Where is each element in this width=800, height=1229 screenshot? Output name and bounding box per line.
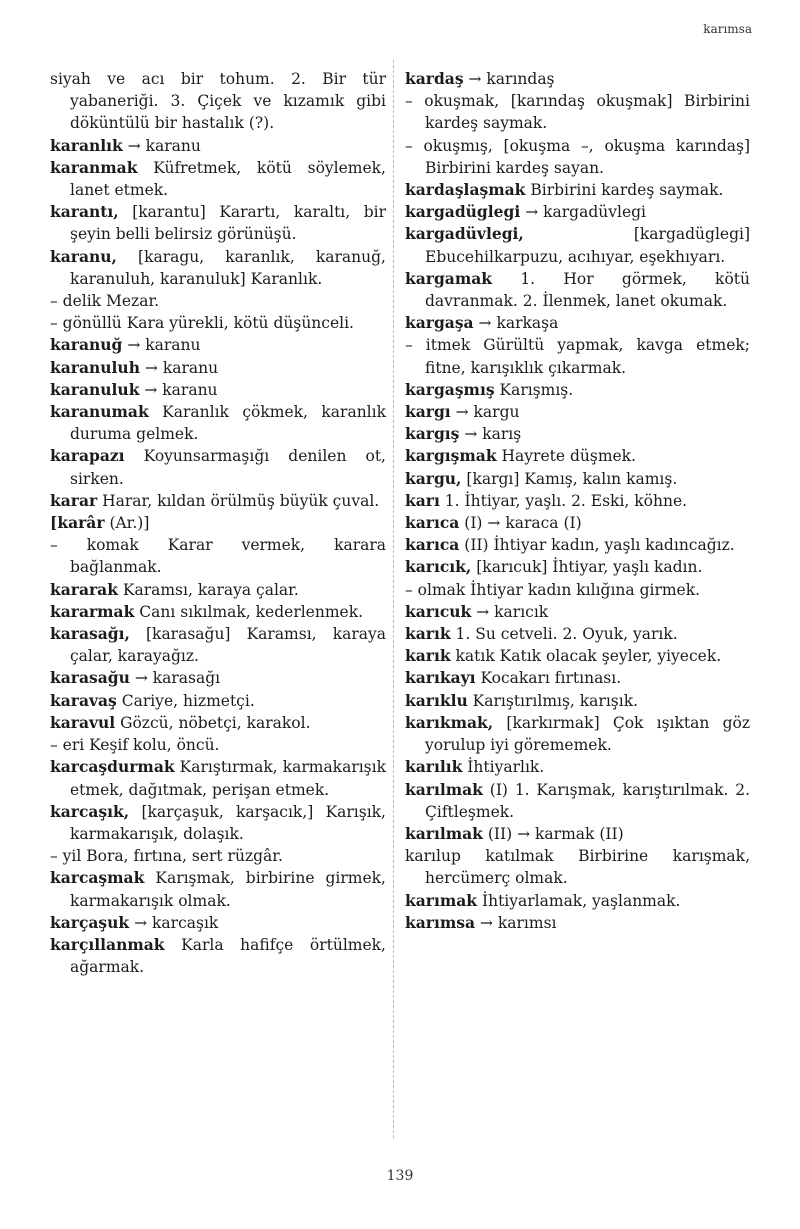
entry-definition: → kargu (455, 403, 520, 422)
entry-headword: kargaşa (405, 313, 474, 333)
entry-definition: [karıcuk] İhtiyar, yaşlı kadın. (476, 558, 703, 577)
dictionary-entry (50, 68, 386, 135)
dictionary-entry (50, 312, 386, 334)
entry-headword: karcaşdurmak (50, 757, 175, 777)
entry-definition: Canı sıkılmak, kederlenmek. (139, 602, 364, 621)
entry-headword: karıcuk (405, 601, 472, 621)
entry-definition: → karanu (127, 336, 201, 355)
dictionary-entry (405, 401, 750, 423)
entry-definition: → karındaş (468, 70, 555, 88)
dictionary-entry (50, 135, 386, 157)
column-divider (393, 60, 394, 1138)
entry-headword: karılmak (405, 779, 483, 799)
entry-definition: karılup katılmak Birbirine karışmak, hercümerç olmak. (405, 847, 750, 888)
entry-definition: (II) İhtiyar kadın, yaşlı kadıncağız. (464, 536, 735, 555)
entry-headword: kargadüvlegi, (405, 224, 524, 244)
entry-definition: siyah ve acı bir tohum. 2. Bir tür yabaneriği. 3. Çiçek ve kızamık gibi döküntülü bir hastalık (?). (50, 70, 386, 133)
entry-definition: Karışmış. (499, 380, 574, 399)
entry-headword: karı (405, 490, 440, 510)
dictionary-entry (405, 468, 750, 490)
entry-definition: [karçaşuk, karşacık,] Karışık, karmakarışık, dolaşık. (70, 802, 386, 843)
entry-headword: karıca (405, 513, 460, 533)
entry-definition: → karcaşık (134, 913, 219, 932)
dictionary-entry (50, 756, 386, 800)
dictionary-entry (405, 312, 750, 334)
entry-definition: → kargadüvlegi (525, 203, 646, 222)
dictionary-entry (405, 268, 750, 312)
entry-headword: kargış (405, 424, 460, 444)
entry-headword: karcaşmak (50, 868, 145, 888)
entry-headword: karıcık, (405, 557, 472, 577)
entry-definition: – yil Bora, fırtına, sert rüzgâr. (50, 847, 283, 866)
dictionary-entry (50, 445, 386, 489)
dictionary-entry (405, 845, 750, 889)
entry-headword: karık (405, 624, 451, 644)
entry-definition: Karanlık çökmek, karanlık duruma gelmek. (70, 403, 386, 444)
entry-definition: – delik Mezar. (50, 292, 160, 311)
dictionary-entry (405, 601, 750, 623)
right-column (405, 68, 750, 934)
dictionary-entry (405, 379, 750, 401)
dictionary-entry (405, 623, 750, 645)
page-number: 139 (386, 1168, 414, 1184)
entry-definition: (I) 1. Karışmak, karıştırılmak. 2. Çiftleşmek. (425, 780, 751, 821)
entry-definition: [kargı] Kamış, kalın kamış. (466, 469, 678, 488)
dictionary-entry (50, 623, 386, 667)
dictionary-entry (50, 579, 386, 601)
entry-headword: karçıllanmak (50, 934, 165, 954)
entry-headword: kargadüglegi (405, 202, 521, 222)
entry-definition: (I) → karaca (I) (464, 514, 582, 533)
dictionary-entry (50, 512, 386, 534)
entry-definition: [karasağu] Karamsı, karaya çalar, karayağız. (70, 625, 386, 666)
entry-definition: Küfretmek, kötü söylemek, lanet etmek. (70, 158, 386, 200)
dictionary-entry (405, 179, 750, 201)
entry-headword: kargu, (405, 468, 462, 488)
entry-headword: karıkayı (405, 668, 476, 688)
entry-headword: karcaşık, (50, 801, 130, 821)
entry-definition: Harar, kıldan örülmüş büyük çuval. (102, 491, 380, 510)
entry-headword: kargaşmış (405, 379, 495, 399)
dictionary-entry (405, 890, 750, 912)
dictionary-entry (405, 556, 750, 578)
dictionary-entry (405, 823, 750, 845)
dictionary-entry (405, 645, 750, 667)
dictionary-entry (50, 867, 386, 911)
entry-definition: Karamsı, karaya çalar. (122, 580, 299, 599)
dictionary-entry (405, 779, 750, 823)
dictionary-entry (50, 845, 386, 867)
dictionary-entry (50, 379, 386, 401)
entry-headword: karıklu (405, 690, 468, 710)
dictionary-entry (50, 490, 386, 512)
entry-definition: İhtiyarlamak, yaşlanmak. (481, 891, 681, 910)
entry-definition: → karımsı (479, 913, 557, 932)
entry-definition: (Ar.)] (109, 514, 150, 533)
dictionary-entry (405, 690, 750, 712)
entry-headword: kargışmak (405, 446, 497, 466)
dictionary-entry (405, 512, 750, 534)
entry-headword: karanu, (50, 246, 117, 266)
entry-headword: kararmak (50, 601, 135, 621)
entry-definition: → karanu (127, 136, 201, 155)
entry-definition: – okuşmak, [karındaş okuşmak] Birbirini kardeş saymak. (405, 92, 750, 133)
entry-headword: karık (405, 646, 451, 666)
entry-headword: karılmak (405, 823, 483, 843)
dictionary-entry (405, 223, 750, 267)
entry-headword: karanuluh (50, 357, 140, 377)
entry-headword: karılık (405, 757, 463, 777)
entry-definition: Koyunsarmaşığı denilen ot, sirken. (70, 447, 386, 488)
dictionary-entry (405, 334, 750, 378)
entry-headword: karanmak (50, 157, 138, 177)
entry-definition: → karasağı (134, 669, 221, 688)
entry-headword: karımsa (405, 912, 476, 932)
dictionary-entry (50, 334, 386, 356)
dictionary-entry (50, 401, 386, 445)
entry-headword: karanuğ (50, 335, 123, 355)
entry-definition: → karanu (144, 358, 219, 377)
entry-headword: karıca (405, 535, 460, 555)
entry-definition: Kocakarı fırtınası. (480, 669, 622, 688)
entry-definition: → karanu (144, 380, 218, 399)
entry-headword: [karâr (50, 513, 105, 533)
entry-definition: Karışmak, birbirine girmek, karmakarışık olmak. (70, 869, 386, 910)
entry-headword: kardaş (405, 69, 464, 88)
entry-definition: Karıştırmak, karmakarışık etmek, dağıtmak, perişan etmek. (70, 758, 386, 799)
entry-headword: karapazı (50, 446, 125, 466)
dictionary-entry (405, 912, 750, 934)
entry-definition: Hayrete düşmek. (501, 447, 637, 466)
entry-definition: 1. İhtiyar, yaşlı. 2. Eski, köhne. (444, 491, 688, 510)
entry-headword: karanuluk (50, 379, 140, 399)
dictionary-entry (405, 667, 750, 689)
entry-definition: Gözcü, nöbetçi, karakol. (120, 713, 311, 732)
dictionary-entry (50, 690, 386, 712)
entry-headword: kargı (405, 402, 451, 422)
dictionary-entry (405, 756, 750, 778)
entry-headword: karavaş (50, 690, 117, 710)
entry-headword: kararak (50, 579, 118, 599)
entry-definition: – eri Keşif kolu, öncü. (50, 736, 220, 755)
dictionary-entry (405, 579, 750, 601)
entry-headword: kardaşlaşmak (405, 180, 526, 200)
entry-headword: karasağı, (50, 624, 130, 644)
dictionary-entry (50, 934, 386, 978)
entry-definition: (II) → karmak (II) (487, 824, 624, 843)
entry-headword: karımak (405, 890, 478, 910)
entry-definition: – komak Karar vermek, karara bağlanmak. (50, 536, 386, 577)
entry-headword: karantı, (50, 202, 119, 222)
dictionary-entry (50, 201, 386, 245)
entry-headword: kargamak (405, 268, 493, 288)
dictionary-entry (50, 734, 386, 756)
guide-word: karımsa (703, 22, 752, 36)
entry-definition: Cariye, hizmetçi. (121, 691, 255, 710)
dictionary-entry (50, 801, 386, 845)
entry-headword: karanumak (50, 402, 149, 422)
dictionary-entry (405, 201, 750, 223)
dictionary-entry (50, 667, 386, 689)
entry-definition: [karkırmak] Çok ışıktan göz yorulup iyi görememek. (425, 713, 750, 755)
entry-headword: karanlık (50, 135, 123, 155)
dictionary-entry (405, 423, 750, 445)
entry-definition: [karantu] Karartı, karaltı, bir şeyin belli belirsiz görünüşü. (70, 203, 386, 244)
dictionary-entry (405, 90, 750, 134)
dictionary-entry (50, 246, 386, 290)
entry-definition: – olmak İhtiyar kadın kılığına girmek. (405, 580, 701, 599)
entry-headword: karasağu (50, 668, 130, 688)
entry-definition: 1. Su cetveli. 2. Oyuk, yarık. (455, 625, 678, 644)
dictionary-entry (405, 68, 750, 90)
entry-definition: – okuşmış, [okuşma –, okuşma karındaş] Birbirini kardeş sayan. (405, 136, 750, 177)
entry-definition: 1. Hor görmek, kötü davranmak. 2. İlenmek, lanet okumak. (425, 269, 750, 311)
dictionary-entry (405, 445, 750, 467)
dictionary-entry (405, 135, 750, 179)
entry-definition: [kargadüglegi] Ebucehilkarpuzu, acıhıyar, eşekhıyarı. (425, 225, 750, 266)
entry-headword: karavul (50, 712, 116, 732)
dictionary-entry (405, 490, 750, 512)
dictionary-entry (405, 712, 750, 756)
entry-definition: → karkaşa (478, 314, 559, 333)
dictionary-entry (50, 534, 386, 578)
entry-definition: → karış (464, 425, 522, 444)
entry-definition: – gönüllü Kara yürekli, kötü düşünceli. (50, 314, 354, 333)
entry-definition: → karıcık (476, 602, 549, 621)
entry-headword: karçaşuk (50, 912, 130, 932)
dictionary-entry (50, 357, 386, 379)
entry-definition: Birbirini kardeş saymak. (530, 181, 724, 200)
dictionary-entry (50, 290, 386, 312)
entry-headword: karar (50, 490, 98, 510)
entry-definition: İhtiyarlık. (467, 758, 545, 777)
entry-definition: katık Katık olacak şeyler, yiyecek. (455, 647, 722, 666)
dictionary-entry (50, 912, 386, 934)
dictionary-entry (50, 157, 386, 201)
entry-definition: [karagu, karanlık, karanuğ, karanuluh, karanuluk] Karanlık. (70, 247, 386, 288)
left-column (50, 68, 386, 978)
dictionary-entry (405, 534, 750, 556)
entry-definition: Karıştırılmış, karışık. (472, 691, 639, 710)
entry-definition: Karla hafifçe örtülmek, ağarmak. (70, 935, 386, 977)
dictionary-entry (50, 712, 386, 734)
entry-headword: karıkmak, (405, 712, 494, 732)
dictionary-entry (50, 601, 386, 623)
entry-definition: – itmek Gürültü yapmak, kavga etmek; fitne, karışıklık çıkarmak. (405, 336, 750, 377)
